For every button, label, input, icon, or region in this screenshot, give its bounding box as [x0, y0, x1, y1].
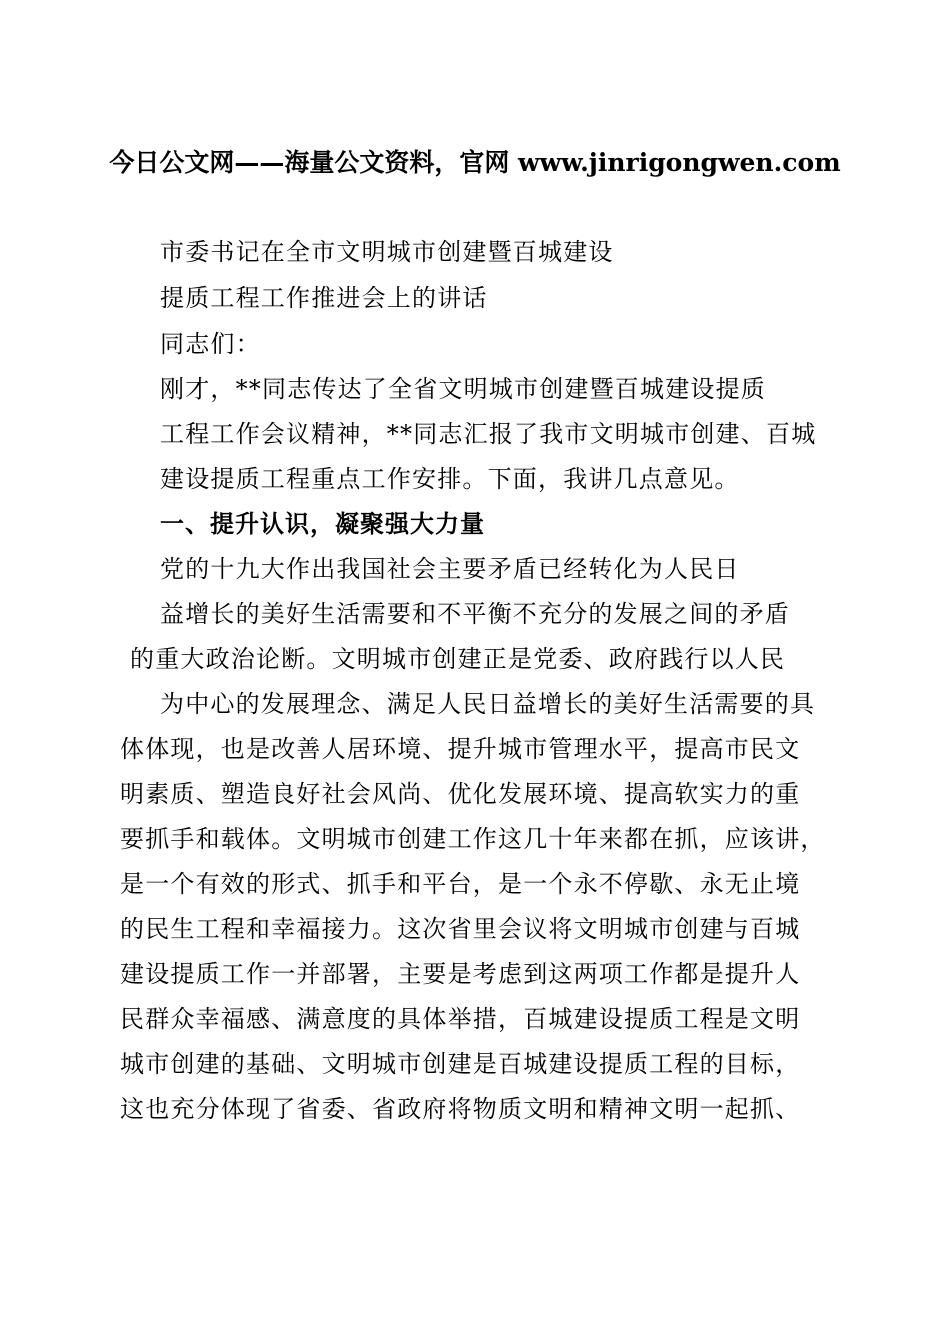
paragraph-line: 明素质、塑造良好社会风尚、优化发展环境、提高软实力的重	[120, 780, 801, 808]
paragraph-line: 这也充分体现了省委、省政府将物质文明和精神文明一起抓、	[120, 1095, 801, 1123]
paragraph-line: 城市创建的基础、文明城市创建是百城建设提质工程的目标，	[120, 1050, 801, 1078]
paragraph-line: 的民生工程和幸福接力。这次省里会议将文明城市创建与百城	[120, 915, 801, 943]
section-heading: 一、提升认识，凝聚强大力量	[160, 510, 485, 538]
document-title-line-2: 提质工程工作推进会上的讲话	[160, 284, 488, 312]
paragraph-line: 民群众幸福感、满意度的具体举措，百城建设提质工程是文明	[120, 1005, 801, 1033]
paragraph-line: 刚才，**同志传达了全省文明城市创建暨百城建设提质	[160, 375, 766, 403]
paragraph-line: 的重大政治论断。文明城市创建正是党委、政府践行以人民	[130, 645, 786, 673]
paragraph-line: 党的十九大作出我国社会主要矛盾已经转化为人民日	[160, 555, 740, 583]
paragraph-line: 建设提质工程重点工作安排。下面，我讲几点意见。	[160, 465, 740, 493]
paragraph-line: 是一个有效的形式、抓手和平台，是一个永不停歇、永无止境	[120, 870, 801, 898]
paragraph-line: 益增长的美好生活需要和不平衡不充分的发展之间的矛盾	[160, 600, 790, 628]
site-header: 今日公文网——海量公文资料，官网 www.jinrigongwen.com	[109, 148, 841, 177]
paragraph-line: 要抓手和载体。文明城市创建工作这几十年来都在抓，应该讲，	[120, 825, 826, 853]
document-title-line-1: 市委书记在全市文明城市创建暨百城建设	[160, 238, 614, 266]
salutation: 同志们：	[160, 330, 261, 358]
paragraph-line: 为中心的发展理念、满足人民日益增长的美好生活需要的具	[160, 690, 816, 718]
paragraph-line: 体体现，也是改善人居环境、提升城市管理水平，提高市民文	[120, 735, 801, 763]
paragraph-line: 建设提质工作一并部署，主要是考虑到这两项工作都是提升人	[120, 960, 801, 988]
paragraph-line: 工程工作会议精神，**同志汇报了我市文明城市创建、百城	[160, 420, 817, 448]
